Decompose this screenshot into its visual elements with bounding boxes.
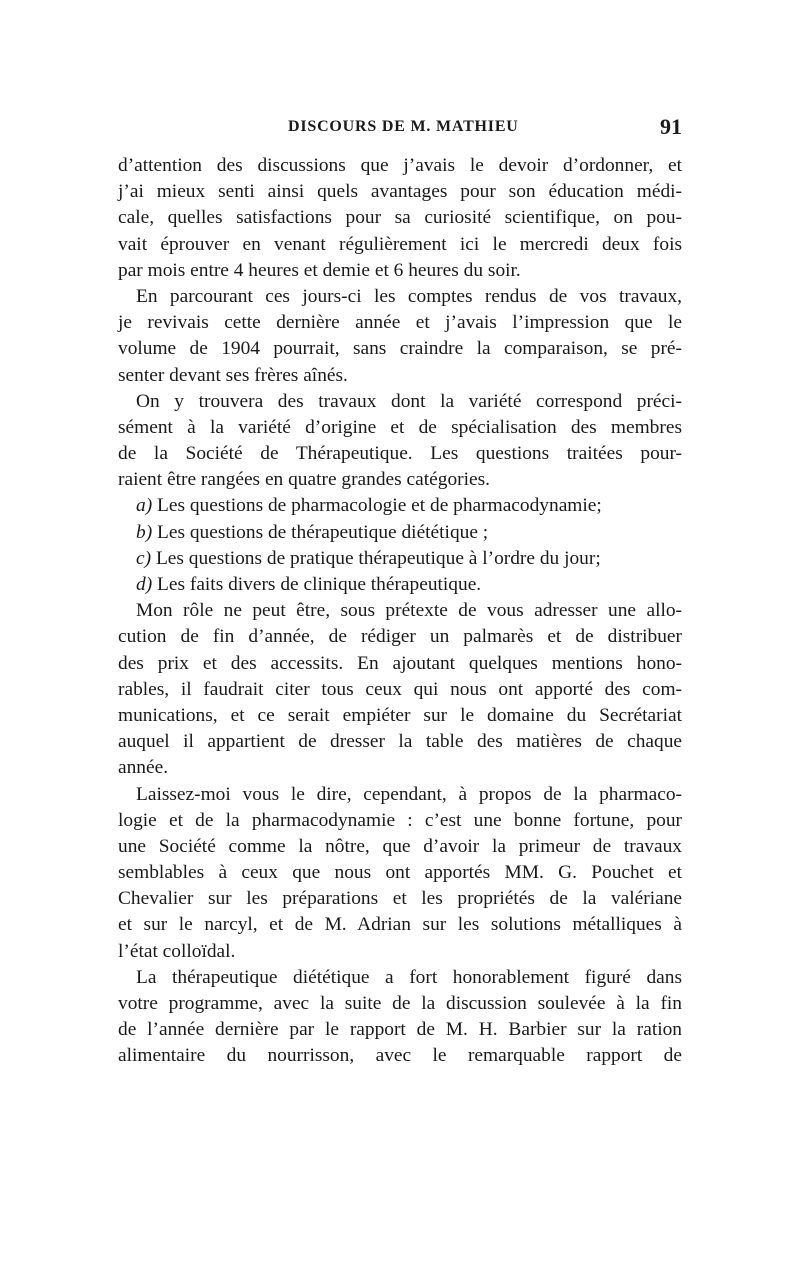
text-line: de la Société de Thérapeutique. Les questions traitées pour- — [118, 443, 682, 465]
text-line: volume de 1904 pourrait, sans craindre la comparaison, se pré- — [118, 338, 682, 360]
text-line: semblables à ceux que nous ont apportés MM. G. Pouchet et — [118, 862, 682, 884]
text-line: senter devant ses frères aînés. — [118, 364, 348, 386]
page-number: 91 — [660, 114, 682, 139]
text-line: cale, quelles satisfactions pour sa curiosité scientifique, on pou- — [118, 207, 682, 229]
text-line: je revivais cette dernière année et j’avais l’impression que le — [118, 312, 682, 334]
text-line: logie et de la pharmacodynamie : c’est une bonne fortune, pour — [118, 809, 682, 831]
text-line: et sur le narcyl, et de M. Adrian sur les solutions métalliques à — [118, 914, 682, 936]
list-text: Les faits divers de clinique thérapeutique. — [157, 574, 482, 595]
text-line: j’ai mieux senti ainsi quels avantages pour son éducation médi- — [118, 181, 682, 203]
text-line: cution de fin d’année, de rédiger un palmarès et de distribuer — [118, 626, 682, 648]
text-line: vait éprouver en venant régulièrement ici le mercredi deux fois — [118, 233, 682, 255]
text-line: raient être rangées en quatre grandes catégories. — [118, 469, 490, 491]
text-line: des prix et des accessits. En ajoutant quelques mentions hono- — [118, 652, 682, 674]
body-text — [118, 153, 682, 1070]
text-line: munications, et ce serait empiéter sur le domaine du Secrétariat — [118, 704, 682, 726]
text-line: sément à la variété d’origine et de spécialisation des membres — [118, 416, 682, 438]
list-item — [118, 546, 682, 572]
text-line: année. — [118, 757, 169, 779]
text-line: par mois entre 4 heures et demie et 6 heures du soir. — [118, 259, 521, 281]
list-item — [118, 520, 682, 546]
text-line: En parcourant ces jours-ci les comptes rendus de vos travaux, — [136, 285, 682, 307]
list-item — [118, 572, 682, 598]
text-line: une Société comme la nôtre, que d’avoir la primeur de travaux — [118, 835, 682, 857]
text-line: d’attention des discussions que j’avais le devoir d’ordonner, et — [118, 155, 682, 176]
text-line: La thérapeutique diététique a fort honorablement figuré dans — [136, 966, 682, 988]
text-line: Laissez-moi vous le dire, cependant, à propos de la pharmaco- — [136, 783, 682, 805]
list-text: Les questions de thérapeutique diététique ; — [157, 521, 489, 543]
text-line: Mon rôle ne peut être, sous prétexte de vous adresser une allo- — [136, 600, 682, 622]
text-line: On y trouvera des travaux dont la variété correspond préci- — [136, 390, 682, 412]
text-line: Chevalier sur les préparations et les propriétés de la valériane — [118, 888, 682, 910]
running-head: DISCOURS DE M. MATHIEU — [288, 118, 519, 135]
page-header — [118, 116, 682, 144]
text-line: l’état colloïdal. — [118, 940, 236, 962]
text-line: alimentaire du nourrisson, avec le remarquable rapport de — [118, 1045, 682, 1067]
list-letter: b) — [136, 521, 153, 543]
list-item — [118, 493, 682, 519]
text-line: de l’année dernière par le rapport de M. H. Barbier sur la ration — [118, 1019, 682, 1041]
list-text: Les questions de pratique thérapeutique à l’ordre du jour; — [155, 547, 601, 569]
text-line: votre programme, avec la suite de la discussion soulevée à la fin — [118, 993, 682, 1014]
text-line: auquel il appartient de dresser la table des matières de chaque — [118, 731, 682, 753]
list-letter: a) — [136, 495, 153, 517]
list-letter: d) — [136, 574, 153, 595]
list-text: Les questions de pharmacologie et de pharmacodynamie; — [157, 495, 602, 517]
text-line: rables, il faudrait citer tous ceux qui nous ont apporté des com- — [118, 678, 682, 700]
list-letter: c) — [136, 547, 152, 569]
